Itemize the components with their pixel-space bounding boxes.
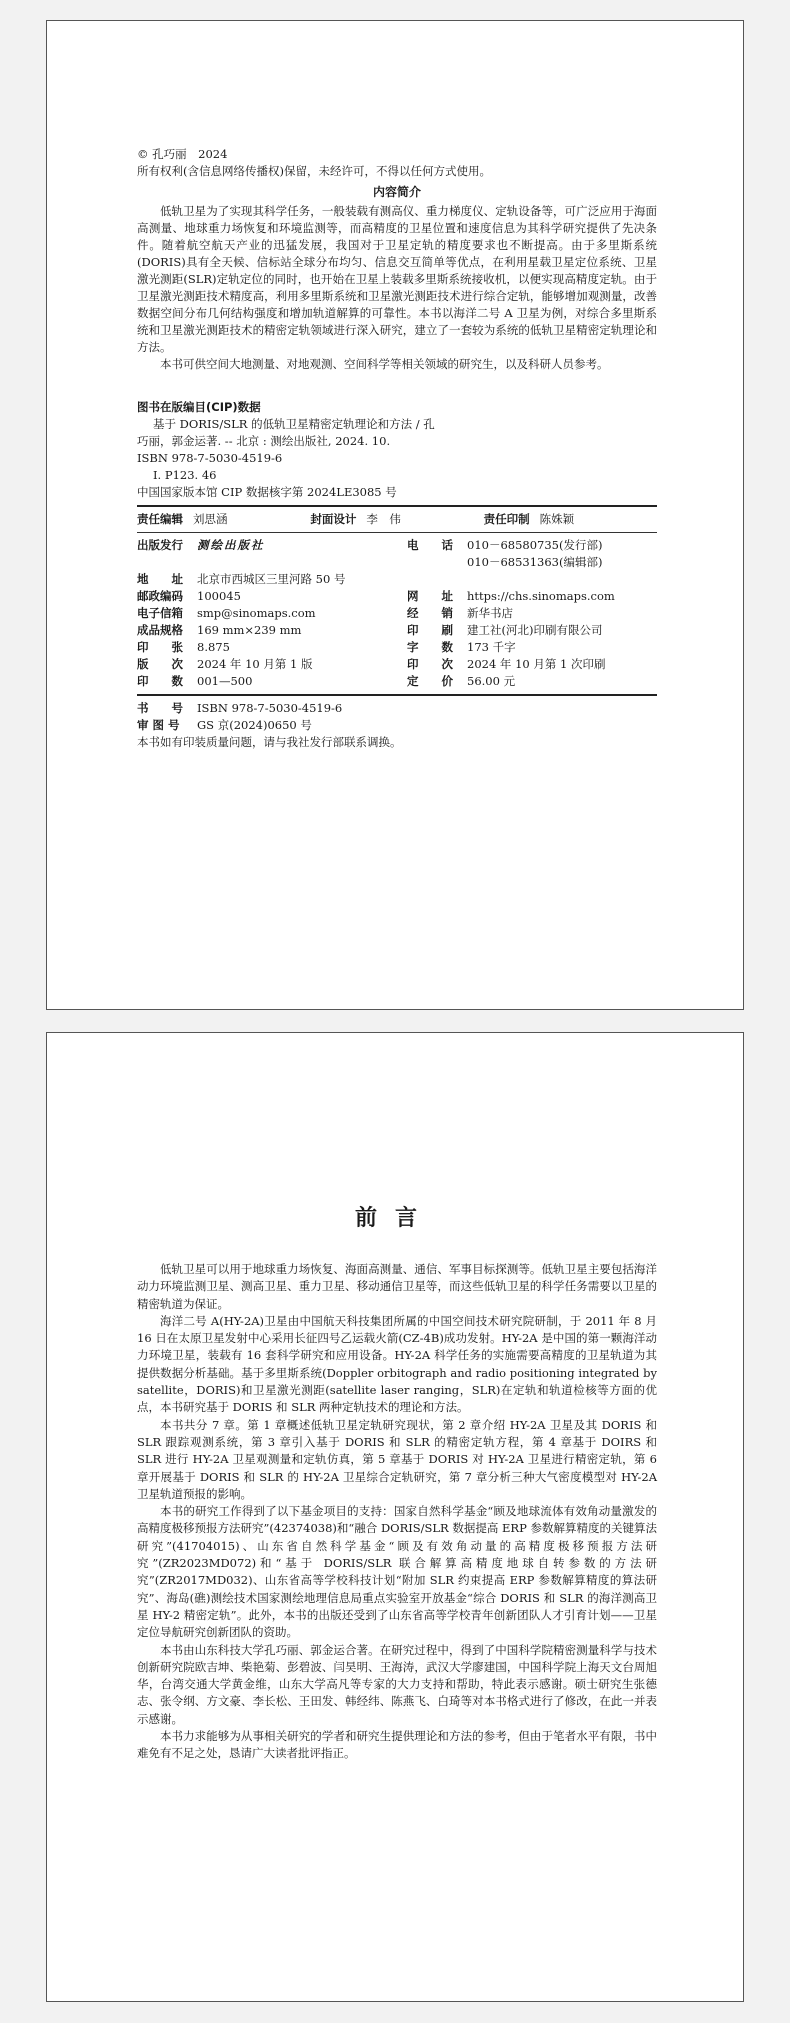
isbn-label: 书 号 xyxy=(137,701,183,715)
cip-line: 巧丽，郭金运著. -- 北京 : 测绘出版社, 2024. 10. xyxy=(137,434,391,448)
info-label: 邮政编码 xyxy=(137,589,183,603)
preface-paragraph: 本书由山东科技大学孔巧丽、郭金运合著。在研究过程中，得到了中国科学院精密测量科学与技术创新研究院欧吉坤、柴艳菊、彭碧波、闫昊明、王海涛，武汉大学廖建国，中国科学院上海天文台周旭华，台湾交通大学黄金维，山东大学高凡等专家的大力支持和帮助，特此表示感谢。硕士研究生张德志、张令纲、方文豪、李长松、王田发、韩经纬、陈燕飞、白琦等对本书格式进行了修改，在此一并表示感谢。 xyxy=(137,1642,657,1726)
table-row xyxy=(137,622,657,639)
info-label: 电 话 xyxy=(407,538,453,552)
publication-info-table xyxy=(137,537,657,690)
info-label: 版 次 xyxy=(137,657,183,671)
preface-title: 前言 xyxy=(354,1206,435,1231)
print-label: 责任印制 xyxy=(483,512,530,526)
info-value: 新华书店 xyxy=(467,606,513,620)
info-value: 169 mm×239 mm xyxy=(197,623,302,637)
info-label: 地 址 xyxy=(137,572,183,586)
preface-page xyxy=(46,1032,744,2002)
preface-body xyxy=(137,1261,657,1763)
info-value: 2024 年 10 月第 1 次印刷 xyxy=(467,657,606,671)
info-label xyxy=(407,554,467,571)
info-label: 印 刷 xyxy=(407,623,453,637)
cip-line: ISBN 978-7-5030-4519-6 xyxy=(137,451,283,465)
cip-block xyxy=(137,399,657,501)
cip-line: 基于 DORIS/SLR 的低轨卫星精密定轨理论和方法 / 孔 xyxy=(153,417,435,431)
editor-label: 责任编辑 xyxy=(137,512,183,526)
table-row xyxy=(137,588,657,605)
cover-label: 封面设计 xyxy=(310,512,357,526)
table-row xyxy=(137,605,657,622)
table-row xyxy=(137,537,657,554)
preface-paragraph: 海洋二号 A(HY-2A)卫星由中国航天科技集团所属的中国空间技术研究院研制，于 2011 年 8 月 16 日在太原卫星发射中心采用长征四号乙运载火箭(CZ-4B)成功发射。HY-2A 是中国的第一颗海洋动力环境卫星，装载有 16 套科学研究和应用设备。HY-2A 科学任务的实施需要高精度的卫星轨道为其提供数据分析基础。基于多里斯系统(Doppler orbitograph and radio positioning integrated by satellite，DORIS)和卫星激光测距(satellite laser ranging，SLR)在定轨和轨道检核等方面的优点，本书研究基于 DORIS 和 SLR 两种定轨技术的理论和方法。 xyxy=(137,1313,657,1415)
copyright-notice: © 孔巧丽 2024 xyxy=(137,147,228,161)
info-label xyxy=(137,554,197,571)
info-value: 100045 xyxy=(197,589,241,603)
preface-paragraph: 低轨卫星可以用于地球重力场恢复、海面高测量、通信、军事目标探测等。低轨卫星主要包括海洋动力环境监测卫星、测高卫星、重力卫星、移动通信卫星等，而这些低轨卫星的科学任务需要以卫星的精密轨道为保证。 xyxy=(137,1262,657,1311)
review-line xyxy=(137,717,657,734)
editor-name: 刘思涵 xyxy=(193,512,228,526)
cip-title: 图书在版编目(CIP)数据 xyxy=(137,400,261,414)
cip-line: Ⅰ. P123. 46 xyxy=(153,468,217,482)
quality-note: 本书如有印装质量问题，请与我社发行部联系调换。 xyxy=(137,735,402,749)
review-value: GS 京(2024)0650 号 xyxy=(197,718,312,732)
table-row xyxy=(137,554,657,571)
info-label: 定 价 xyxy=(407,674,453,688)
table-row xyxy=(137,571,657,588)
rights-notice: 所有权利(含信息网络传播权)保留，未经许可，不得以任何方式使用。 xyxy=(137,164,491,178)
info-label: 电子信箱 xyxy=(137,606,183,620)
table-row xyxy=(137,656,657,673)
summary-title: 内容简介 xyxy=(372,185,421,199)
print-name: 陈姝颖 xyxy=(539,512,575,526)
info-label: 印 张 xyxy=(137,640,183,654)
divider xyxy=(137,694,657,696)
info-label: 经 销 xyxy=(407,606,453,620)
info-value: 8.875 xyxy=(197,640,230,654)
preface-paragraph: 本书共分 7 章。第 1 章概述低轨卫星定轨研究现状，第 2 章介绍 HY-2A 卫星及其 DORIS 和 SLR 跟踪观测系统，第 3 章引入基于 DORIS 和 SLR 的精密定轨方程，第 4 章基于 DOIRS 和 SLR 进行 HY-2A 卫星观测量和定轨仿真，第 5 章基于 DORIS 对 HY-2A 卫星进行精密定轨，第 6 章开展基于 DORIS 和 SLR 的 HY-2A 卫星综合定轨研究，第 7 章分析三种大气密度模型对 HY-2A 卫星轨道预报的影响。 xyxy=(137,1417,657,1501)
preface-paragraph: 本书的研究工作得到了以下基金项目的支持：国家自然科学基金“顾及地球流体有效角动量激发的高精度极移预报方法研究”(42374038)和“融合 DORIS/SLR 数据提高 ERP 参数解算精度的关键算法研究”(41704015)、山东省自然科学基金“顾及有效角动量的高精度极移预报方法研究”(ZR2023MD072)和“基于 DORIS/SLR 联合解算高精度地球自转参数的方法研究”(ZR2017MD032)、山东省高等学校科技计划“附加 SLR 约束提高 ERP 参数解算精度的算法研究”、海岛(礁)测绘技术国家测绘地理信息局重点实验室开放基金“综合 DORIS 和 SLR 的海洋测高卫星 HY-2 精密定轨”。此外，本书的出版还受到了山东省高等学校青年创新团队人才引育计划——卫星定位导航研究创新团队的资助。 xyxy=(137,1504,657,1640)
isbn-line xyxy=(137,700,657,717)
info-value: 2024 年 10 月第 1 版 xyxy=(197,657,313,671)
table-row xyxy=(137,673,657,690)
editors-row xyxy=(137,511,657,528)
info-label: 出版发行 xyxy=(137,538,183,552)
info-value: 173 千字 xyxy=(467,640,516,654)
copyright-page xyxy=(46,20,744,1010)
info-label: 印 数 xyxy=(137,674,183,688)
info-label: 网 址 xyxy=(407,589,453,603)
info-value: 010－68580735(发行部) xyxy=(467,538,603,552)
cip-line: 中国国家版本馆 CIP 数据核字第 2024LE3085 号 xyxy=(137,485,397,499)
info-label xyxy=(407,571,467,588)
isbn-value: ISBN 978-7-5030-4519-6 xyxy=(197,701,343,715)
info-value xyxy=(197,554,407,571)
info-label: 成品规格 xyxy=(137,623,183,637)
info-value: 010－68531363(编辑部) xyxy=(467,555,603,569)
info-value: 建工社(河北)印刷有限公司 xyxy=(467,623,603,637)
summary-paragraph: 低轨卫星为了实现其科学任务，一般装载有测高仪、重力梯度仪、定轨设备等，可广泛应用于海面高测量、地球重力场恢复和环境监测等，而高精度的卫星位置和速度信息为其科学研究提供了先决条件。随着航空航天产业的迅猛发展，我国对于卫星定轨的精度要求也不断提高。由于多里斯系统(DORIS)具有全天候、信标站全球分布均匀、信息交互简单等优点，在利用星载卫星定位系统、卫星激光测距(SLR)定轨定位的同时，也开始在卫星上装载多里斯系统接收机，以便实现高精度定轨。由于卫星激光测距技术精度高，利用多里斯系统和卫星激光测距技术进行综合定轨，能够增加观测量，改善数据空间分布几何结构强度和增加轨道解算的可靠性。本书以海洋二号 A 卫星为例，对综合多里斯系统和卫星激光测距技术的精密定轨领域进行深入研究，建立了一套较为系统的低轨卫星精密定轨理论和方法。 xyxy=(137,204,657,354)
info-label: 字 数 xyxy=(407,640,453,654)
divider xyxy=(137,505,657,507)
summary-paragraph: 本书可供空间大地测量、对地观测、空间科学等相关领域的研究生，以及科研人员参考。 xyxy=(160,357,609,371)
copyright-page-content xyxy=(137,146,657,751)
info-value: smp@sinomaps.com xyxy=(197,606,316,620)
info-value xyxy=(467,571,657,588)
info-value: https://chs.sinomaps.com xyxy=(467,589,615,603)
divider xyxy=(137,532,657,533)
preface-paragraph: 本书力求能够为从事相关研究的学者和研究生提供理论和方法的参考，但由于笔者水平有限，书中难免有不足之处，恳请广大读者批评指正。 xyxy=(137,1729,657,1761)
info-label: 印 次 xyxy=(407,657,453,671)
cover-name: 李 伟 xyxy=(366,512,401,526)
info-value: 北京市西城区三里河路 50 号 xyxy=(197,572,346,586)
info-value: 56.00 元 xyxy=(467,674,516,688)
table-row xyxy=(137,639,657,656)
review-label: 审 图 号 xyxy=(137,718,180,732)
publisher-logo: 测绘出版社 xyxy=(197,538,265,552)
info-value: 001—500 xyxy=(197,674,253,688)
